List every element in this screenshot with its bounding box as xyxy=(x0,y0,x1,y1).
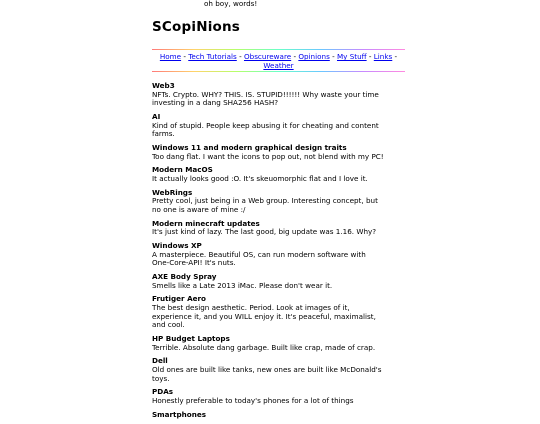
rainbow-divider-bottom xyxy=(152,71,405,72)
opinion-text: It actually looks good :O. It's skeuomorphic flat and I love it. xyxy=(152,173,368,183)
rainbow-divider-top xyxy=(152,49,405,50)
opinion-title: Frutiger Aero xyxy=(152,294,206,304)
opinion-title: Web3 xyxy=(152,81,175,90)
nav-separator: - xyxy=(329,52,337,61)
nav-separator: - xyxy=(291,52,299,61)
opinion-text: Smells like a Late 2013 iMac. Please don't wear it. xyxy=(152,280,333,290)
nav-link-obscureware[interactable]: Obscureware xyxy=(243,52,292,61)
list-item xyxy=(152,357,384,383)
list-item xyxy=(152,295,384,329)
nav-separator: - xyxy=(181,52,189,61)
nav-link-weather[interactable]: Weather xyxy=(263,61,294,70)
list-item xyxy=(152,411,384,420)
list-item xyxy=(152,144,384,161)
list-item xyxy=(152,335,384,352)
opinion-text: Terrible. Absolute dang garbage. Built like crap, made of crap. xyxy=(152,342,376,352)
list-item xyxy=(152,388,384,405)
opinion-text: Honestly preferable to today's phones for a lot of things xyxy=(152,395,354,405)
opinion-title: Modern minecraft updates xyxy=(152,218,260,228)
list-item xyxy=(152,113,384,139)
nav-separator: - xyxy=(392,52,398,61)
opinion-text: A masterpiece. Beautiful OS, can run modern software with One-Core-API! It's nuts. xyxy=(152,249,366,268)
nav-link-home[interactable]: Home xyxy=(159,52,182,61)
nav-link-tech-tutorials[interactable]: Tech Tutorials xyxy=(188,52,237,61)
opinion-title: AI xyxy=(152,111,161,121)
site-tagline: oh boy, words! xyxy=(204,0,258,8)
main-nav xyxy=(152,52,405,70)
list-item xyxy=(152,189,384,215)
opinion-title: Windows XP xyxy=(152,241,202,251)
site-title: SCopiNions xyxy=(152,19,241,35)
opinion-text: Pretty cool, just being in a Web group. Interesting concept, but no one is aware of mine :/ xyxy=(152,196,378,214)
list-item xyxy=(152,273,384,290)
opinion-text: Kind of stupid. People keep abusing it for cheating and content farms. xyxy=(152,120,379,139)
nav-link-my-stuff[interactable]: My Stuff xyxy=(336,52,367,61)
opinion-text: Too dang flat. I want the icons to pop out, not blend with my PC! xyxy=(152,151,384,161)
opinion-text: NFTs. Crypto. WHY? THIS. IS. STUPID!!!!!! Why waste your time investing in a dang SHA256 HASH? xyxy=(152,89,379,108)
opinion-title: AXE Body Spray xyxy=(152,272,217,281)
opinion-title: HP Budget Laptops xyxy=(152,333,230,343)
opinion-title: PDAs xyxy=(152,387,174,397)
list-item xyxy=(152,242,384,268)
list-item xyxy=(152,166,384,183)
opinion-title: Windows 11 and modern graphical design traits xyxy=(152,142,347,152)
opinion-title: WebRings xyxy=(152,187,193,197)
nav-separator: - xyxy=(366,52,374,61)
list-item xyxy=(152,82,384,108)
opinion-text: The best design aesthetic. Period. Look at images of it, experience it, and you WILL enjoy it. It's peaceful, maximalist, and cool. xyxy=(152,302,376,330)
opinion-text: It's just kind of lazy. The last good, big update was 1.16. Why? xyxy=(152,227,377,237)
nav-separator: - xyxy=(236,52,244,61)
opinion-title: Dell xyxy=(152,356,168,366)
opinion-title: Modern MacOS xyxy=(152,165,213,175)
nav-link-opinions[interactable]: Opinions xyxy=(298,52,330,61)
list-item xyxy=(152,220,384,237)
nav-link-links[interactable]: Links xyxy=(373,52,393,61)
opinion-text: Old ones are built like tanks, new ones are built like McDonald's toys. xyxy=(152,364,382,383)
opinion-title: Smartphones xyxy=(152,409,206,419)
opinions-list xyxy=(152,82,384,424)
